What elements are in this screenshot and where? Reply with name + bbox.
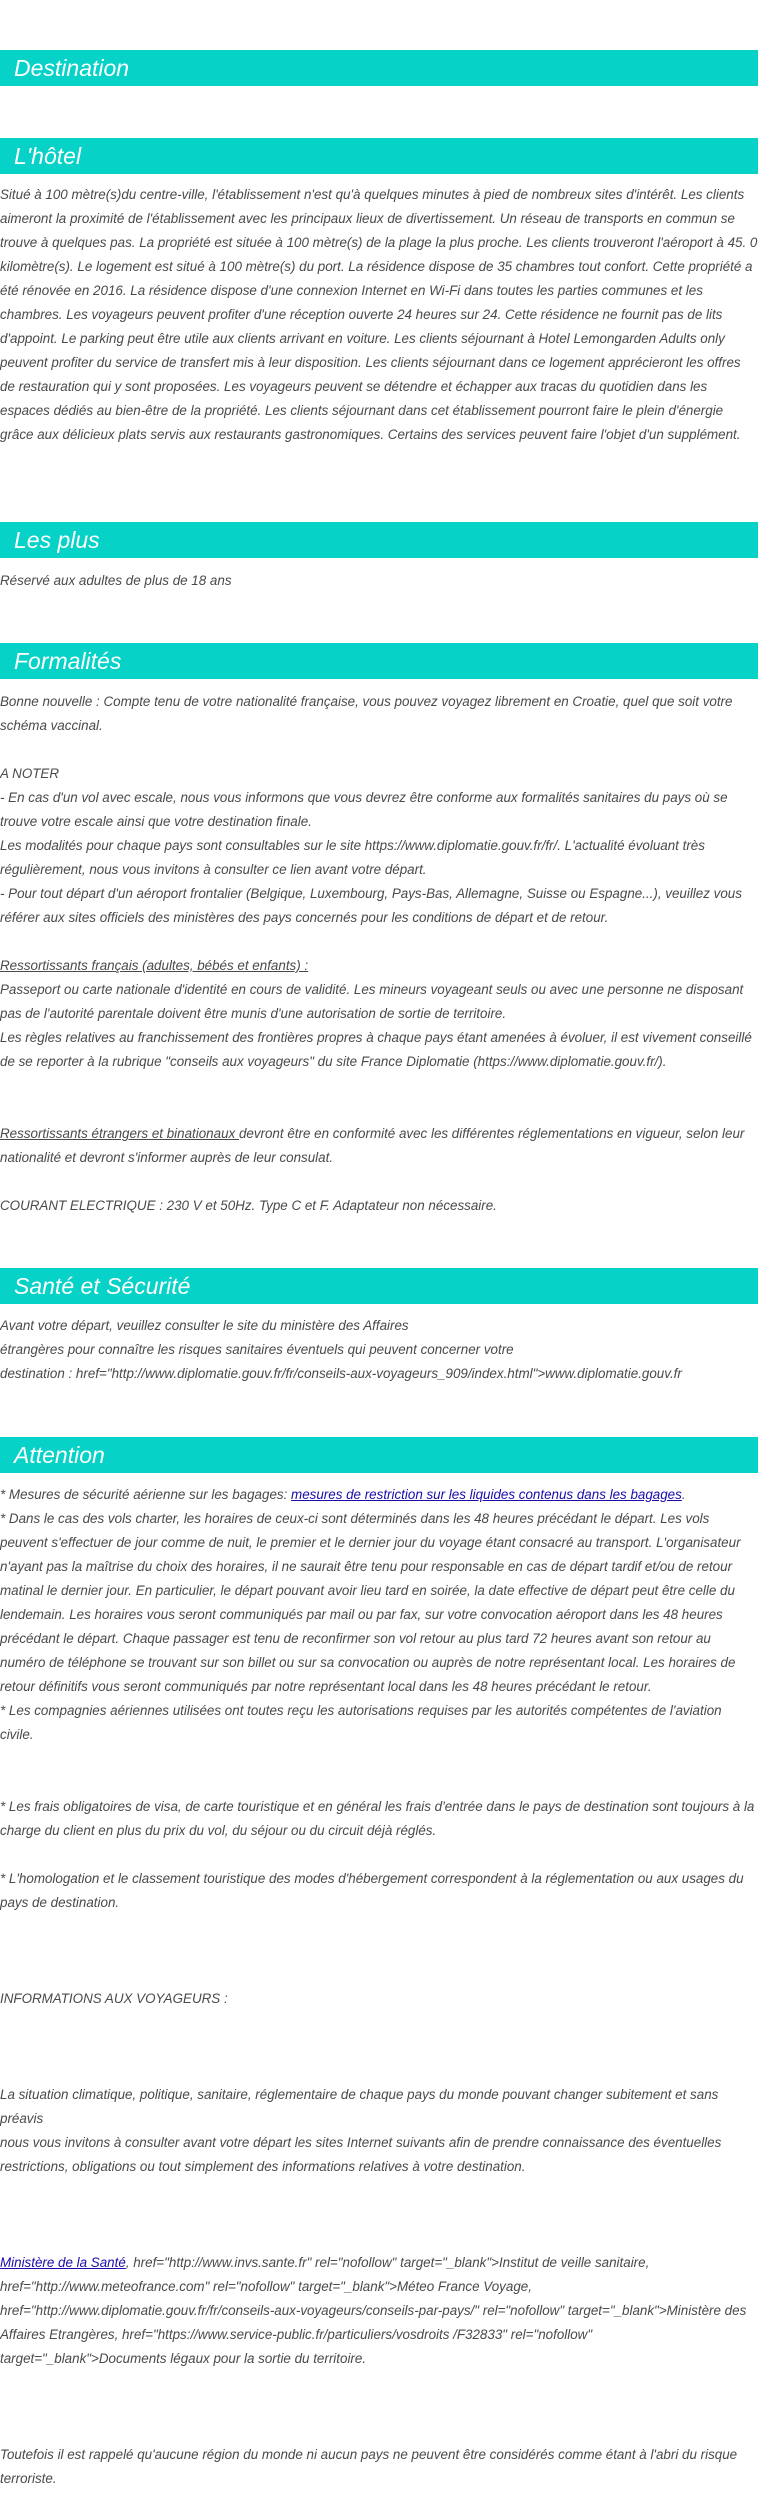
hotel-description-text: Situé à 100 mètre(s)du centre-ville, l'établissement n'est qu'à quelques minutes à pied de nombreux sites d'intérêt. Les clients aimeront la proximité de l'établissement avec les principaux lieux de divertissement. Un réseau de transports en commun se trouve à quelques pas. La propriété est située à 100 mètre(s) de la plage la plus proche. Les clients trouveront l'aéroport à 45. 0 kilomètre(s). Le logement est situé à 100 mètre(s) du port. La résidence dispose de 35 chambres tout confort. Cette propriété a été rénovée en 2016. La résidence dispose d'une connexion Internet en Wi-Fi dans toutes les parties communes et les chambres. Les voyageurs peuvent profiter d'une réception ouverte 24 heures sur 24. Cette résidence ne fournit pas de lits d'appoint. Le parking peut être utile aux clients arrivant en voiture. Les clients séjournant à Hotel Lemongarden Adults only peuvent profiter du service de transfert mis à leur disposition. Les clients séjournant dans ce logement apprécieront les offres de restauration qui y sont proposées. Les voyageurs peuvent se détendre et échapper aux tracas du quotidien dans les espaces dédiés au bien-être de la propriété. Les clients séjournant dans cet établissement pourront faire le plein d'énergie grâce aux délicieux plats servis aux restaurants gastronomiques. Certains des services peuvent faire l'objet d'un supplément.: [0, 187, 758, 442]
mesures-securite: [0, 1483, 758, 1507]
section-title-hotel: L'hôtel: [0, 138, 758, 174]
french-nationals-heading: Ressortissants français (adultes, bébés et enfants) :: [0, 958, 309, 973]
mesures-suffix: .: [681, 1487, 686, 1502]
foreign-nationals-text: devront être en conformité avec les différentes réglementations en vigueur, selon leur nationalité et devront s'informer auprès de leur consulat.: [0, 1126, 745, 1165]
note-escale: - En cas d'un vol avec escale, nous vous informons que vous devrez être conforme aux formalités sanitaires du pays où se trouve votre escale ainsi que votre destination finale.: [0, 790, 728, 829]
note-frontalier: - Pour tout départ d'un aéroport frontalier (Belgique, Luxembourg, Pays-Bas, Allemagne, Suisse ou Espagne...), veuillez vous référer aux sites officiels des ministères des pays concernés pour les conditions de départ et de retour.: [0, 886, 742, 925]
vols-charter: * Dans le cas des vols charter, les horaires de ceux-ci sont déterminés dans les 48 heures précédant le départ. Les vols peuvent s'effectuer de jour comme de nuit, le premier et le dernier jour du voyage étant consacré au transport. L'organisateur n'ayant pas la maîtrise du choix des horaires, il ne saurait être tenu pour responsable en cas de départ tardif et/ou de retour matinal le dernier jour. En particulier, le départ pouvant avoir lieu tard en soirée, la date effective de départ peut être celle du lendemain. Les horaires vous seront communiqués par mail ou par fax, sur votre convocation aéroport dans les 48 heures précédant le départ. Chaque passager est tenu de reconfirmer son vol retour au plus tard 72 heures avant son retour au numéro de téléphone se trouvant sur son billet ou sur sa convocation ou auprès de notre représentant local. Les horaires de retour définitifs vous seront communiqués par notre représentant local dans les 48 heures précédant le retour.: [0, 1511, 741, 1694]
section-title-sante: Santé et Sécurité: [0, 1268, 758, 1304]
plus-text: Réservé aux adultes de plus de 18 ans: [0, 573, 232, 588]
liquids-restriction-link[interactable]: mesures de restriction sur les liquides contenus dans les bagages: [291, 1487, 682, 1502]
terrorisme: Toutefois il est rappelé qu'aucune région du monde ni aucun pays ne peuvent être considérés comme étant à l'abri du risque terroriste.: [0, 2447, 738, 2486]
courant-electrique: COURANT ELECTRIQUE : 230 V et 50Hz. Type C et F. Adaptateur non nécessaire.: [0, 1198, 497, 1213]
sante-line-3: destination : href="http://www.diplomatie.gouv.fr/fr/conseils-aux-voyageurs_909/index.html">www.diplomatie.gouv.fr: [0, 1366, 682, 1381]
formalites-foreign: [0, 1122, 758, 1170]
section-title-formalites: Formalités: [0, 643, 758, 679]
section-title-plus: Les plus: [0, 522, 758, 558]
formalites-intro: [0, 690, 758, 738]
info-voyageurs-heading: INFORMATIONS AUX VOYAGEURS :: [0, 1991, 228, 2006]
homologation: * L'homologation et le classement touristique des modes d'hébergement correspondent à la réglementation ou aux usages du pays de destination.: [0, 1871, 744, 1910]
ministere-sante-link[interactable]: Ministère de la Santé: [0, 2255, 126, 2270]
climat-block: [0, 2083, 758, 2179]
note-heading: A NOTER: [0, 766, 60, 781]
french-nationals-passport: Passeport ou carte nationale d'identité en cours de validité. Les mineurs voyageant seuls ou avec une personne ne disposant pas de l'autorité parentale doivent être munis d'une autorisation de sortie de territoire.: [0, 982, 744, 1021]
terrorisme-block: [0, 2443, 758, 2491]
formalites-note: [0, 762, 758, 930]
section-title-destination: Destination: [0, 50, 758, 86]
climat-line-1: La situation climatique, politique, sanitaire, réglementaire de chaque pays du monde pouvant changer subitement et sans préavis: [0, 2087, 719, 2126]
section-title-attention: Attention: [0, 1437, 758, 1473]
info-voyageurs-block: [0, 1987, 758, 2011]
frais-obligatoires: * Les frais obligatoires de visa, de carte touristique et en général les frais d'entrée dans le pays de destination sont toujours à la charge du client en plus du prix du vol, du séjour ou du circuit déjà réglés.: [0, 1799, 755, 1838]
plus-block: [0, 569, 758, 593]
useful-links: [0, 2251, 758, 2371]
mesures-prefix: * Mesures de sécurité aérienne sur les bagages:: [0, 1487, 292, 1502]
homologation-block: [0, 1867, 758, 1915]
sante-line-2: étrangères pour connaître les risques sanitaires éventuels qui peuvent concerner votre: [0, 1342, 514, 1357]
sante-line-1: Avant votre départ, veuillez consulter le site du ministère des Affaires: [0, 1318, 409, 1333]
hotel-description: [0, 183, 758, 447]
note-modalites: Les modalités pour chaque pays sont consultables sur le site https://www.diplomatie.gouv.fr/fr/. L'actualité évoluant très régulièrement, nous vous invitons à consulter ce lien avant votre départ.: [0, 838, 705, 877]
formalites-courant: [0, 1194, 758, 1218]
formalites-french: [0, 954, 758, 1074]
formalites-intro-text: Bonne nouvelle : Compte tenu de votre nationalité française, vous pouvez voyagez librement en Croatie, quel que soit votre schéma vaccinal.: [0, 694, 733, 733]
links-block: [0, 2251, 758, 2371]
climat-line-2: nous vous invitons à consulter avant votre départ les sites Internet suivants afin de prendre connaissance des éventuelles restrictions, obligations ou tout simplement des informations relatives à votre destination.: [0, 2135, 722, 2174]
sante-block: [0, 1314, 758, 1386]
attention-block: [0, 1483, 758, 1747]
useful-links-rest: , href="http://www.invs.sante.fr" rel="nofollow" target="_blank">Institut de veille sanitaire, href="http://www.meteofrance.com" rel="nofollow" target="_blank">Méteo France Voyage, href="http://www.diplomatie.gouv.fr/fr/conseils-aux-voyageurs/conseils-par-pays/" rel="nofollow" target="_blank">Ministère des Affaires Etrangères, href="https://www.service-public.fr/particuliers/vosdroits /F32833" rel="nofollow" target="_blank">Documents légaux pour la sortie du territoire.: [0, 2255, 747, 2366]
compagnies-aeriennes: * Les compagnies aériennes utilisées ont toutes reçu les autorisations requises par les autorités compétentes de l'aviation civile.: [0, 1703, 722, 1742]
foreign-nationals-heading: Ressortissants étrangers et binationaux: [0, 1126, 239, 1141]
french-nationals-rules: Les règles relatives au franchissement des frontières propres à chaque pays étant amenées à évoluer, il est vivement conseillé de se reporter à la rubrique "conseils aux voyageurs" du site France Diplomatie (https://www.diplomatie.gouv.fr/).: [0, 1030, 752, 1069]
frais-block: [0, 1795, 758, 1843]
